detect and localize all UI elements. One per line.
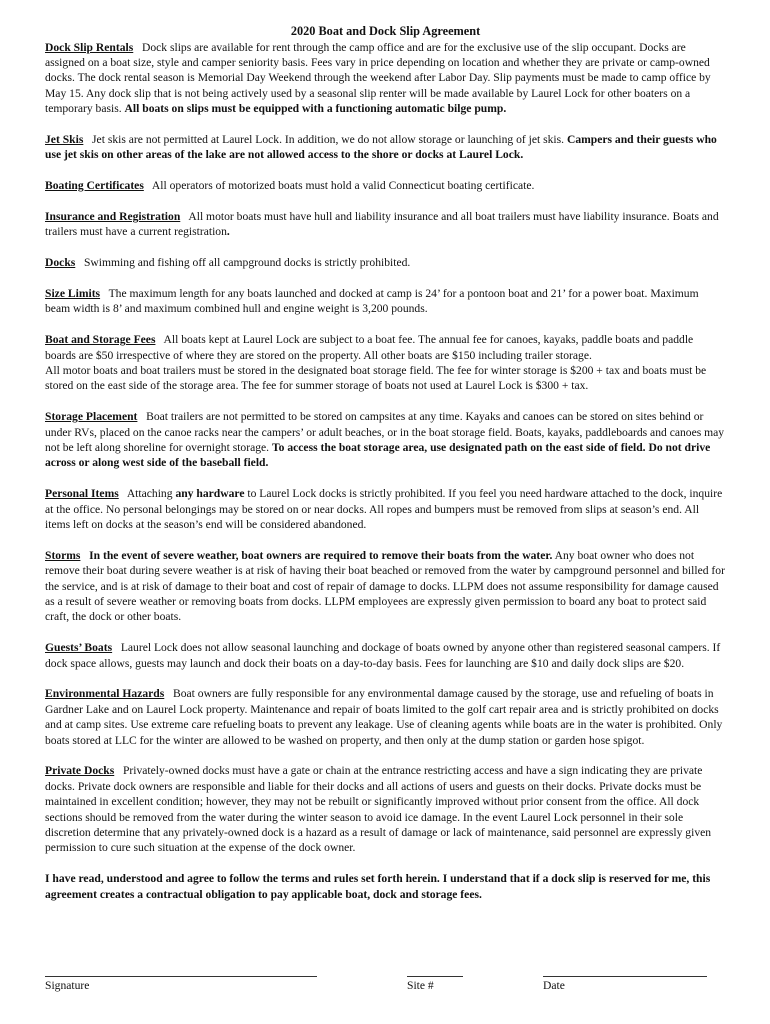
section-text: Jet skis are not permitted at Laurel Lock. In addition, we do not allow storage or launching of jet skis. [92, 132, 567, 146]
section-storage-placement [45, 409, 726, 471]
section-personal-items [45, 486, 726, 532]
signature-row [45, 962, 726, 1002]
section-guests-boats [45, 640, 726, 671]
signature-label: Signature [45, 979, 90, 992]
section-text: The maximum length for any boats launched and docked at camp is 24’ for a pontoon boat and 21’ for a power boat. Maximum beam width is 8’ and maximum combined hull and engine weight is 3,200 pounds. [45, 286, 699, 316]
section-text: All boats kept at Laurel Lock are subject to a boat fee. The annual fee for canoes, kayaks, paddle boats and paddle boards are $50 irrespective of where they are stored on the property. All other boats are $150 including trailer storage. [45, 333, 694, 362]
date-label: Date [543, 979, 565, 992]
section-text: Attaching [126, 487, 176, 501]
section-heading: Guests’ Boats [45, 641, 113, 655]
section-size-limits [45, 286, 726, 317]
section-text-continued: to Laurel Lock docks is strictly prohibited. If you feel you need hardware attached to the dock, inquire at the office. No personal belongings may be stored on or near docks. All ropes and bumpers must be removed from slips at season’s end. All items left on docks at the season’s end will be considered abandoned. [45, 487, 723, 531]
section-text: Boat trailers are not permitted to be stored on campsites at any time. Kayaks and canoes can be stored on sites behind or under RVs, placed on the canoe racks near the campers’ or adult beaches, or in the boat storage field. Boats, kayaks, paddleboards and canoes may not be left along shoreline for overnight storage. [45, 410, 725, 454]
section-heading: Personal Items [45, 487, 119, 501]
section-text: Dock slips are available for rent through the camp office and are for the exclusive use of the slip occupant. Docks are assigned on a boat size, style and camper seniority basis. Fees vary in price depending on location and whether they are private or camp-owned docks. The dock rental season is Memorial Day Weekend through the weekend after Labor Day. Slip payments must be made to camp office by May 15. Any dock slip that is not being actively used by a seasonal slip renter will be made available by Laurel Lock for other boaters on a temporary basis. [45, 40, 711, 116]
section-heading: Insurance and Registration [45, 209, 181, 223]
section-text: Swimming and fishing off all campground docks is strictly prohibited. [83, 256, 411, 270]
section-docks [45, 255, 726, 270]
section-bold-text: In the event of severe weather, boat owners are required to remove their boats from the water. [89, 548, 553, 562]
agreement-statement: I have read, understood and agree to follow the terms and rules set forth herein. I understand that if a dock slip is reserved for me, this agreement creates a contractual obligation to pay applicable boat, dock and storage fees. [45, 872, 711, 901]
section-text: Boat owners are fully responsible for any environmental damage caused by the storage, use and refueling of boats in Gardner Lake and on Laurel Lock property. Maintenance and repair of boats limited to the golf cart repair area and is strictly prohibited on docks and at camp sites. Use extreme care refueling boats to prevent any leakage. Use of cleaning agents while boats are in the water is prohibited. Only boats stored at LLC for the winter are allowed to be washed on property, and then only at the dump station or garden hose spigot. [45, 687, 723, 747]
section-text: All operators of motorized boats must hold a valid Connecticut boating certificate. [151, 179, 535, 193]
section-jet-skis [45, 132, 726, 163]
section-text-secondary: All motor boats and boat trailers must be stored in the designated boat storage field. The fee for winter storage is $200 + tax and boats must be stored on the east side of the storage area. The fee for summer storage of boats not used at Laurel Lock is $300 + tax. [45, 363, 707, 393]
section-dock-slip [45, 40, 726, 117]
section-heading: Storage Placement [45, 410, 138, 424]
site-number-field[interactable] [407, 962, 463, 992]
section-heading: Environmental Hazards [45, 687, 165, 701]
section-heading: Storms [45, 548, 81, 562]
section-bold-text: To access the boat storage area, use designated path on the east side of field. Do not drive across or along west side of the baseball field. [45, 440, 711, 470]
section-text: Laurel Lock does not allow seasonal launching and dockage of boats owned by anyone other than registered seasonal campers. If dock space allows, guests may launch and dock their boats on a day-to-day basis. Fees for launching are $10 and daily dock slips are $20. [45, 641, 721, 670]
section-bold-text: any hardware [175, 487, 245, 501]
section-text: All motor boats must have hull and liability insurance and all boat trailers must have liability insurance. Boats and trailers must have a current registration [45, 209, 719, 239]
section-agreement [45, 871, 726, 902]
section-heading: Jet Skis [45, 132, 84, 146]
section-storms [45, 548, 726, 625]
section-bold-text: All boats on slips must be equipped with a functioning automatic bilge pump. [124, 102, 507, 116]
site-number-label: Site # [407, 979, 434, 992]
section-heading: Private Docks [45, 764, 115, 778]
section-bold-text: Campers and their guests who use jet skis on other areas of the lake are not allowed access to the shore or docks at Laurel Lock. [45, 132, 717, 162]
signature-line[interactable] [45, 962, 317, 977]
section-heading: Dock Slip Rentals [45, 40, 134, 54]
signature-field[interactable] [45, 962, 317, 992]
section-certificates [45, 178, 726, 193]
site-number-line[interactable] [407, 962, 463, 977]
section-text: Privately-owned docks must have a gate or chain at the entrance restricting access and have a sign indicating they are private docks. Private dock owners are responsible and liable for their docks and all actions of users and guests on their docks. Private docks must be maintained in excellent condition; however, they may not be rebuilt or significantly improved without prior consent from the office. All dock sections should be removed from the water during the winter season to avoid ice damage. In the event Laurel Lock personnel in their sole discretion determine that any privately-owned dock is a hazard as a result of damage or lack of maintenance, said personnel are expressly given permission to cure such situation at the expense of the dock owner. [45, 764, 712, 855]
section-insurance [45, 209, 726, 240]
section-private-docks [45, 763, 726, 855]
section-heading: Boat and Storage Fees [45, 333, 156, 347]
date-line[interactable] [543, 962, 707, 977]
date-field[interactable] [543, 962, 707, 992]
section-heading: Size Limits [45, 286, 101, 300]
document-title: 2020 Boat and Dock Slip Agreement [290, 24, 481, 38]
section-bold-text: . [226, 225, 230, 239]
section-text: Any boat owner who does not remove their boat during severe weather is at risk of having their boat beached or removed from the water by campground personnel and billed for the service, and is at risk of damage to their boat and cost of repair of damage to docks. LLPM does not assume responsibility for damage caused as a result of severe weather or removing boats from docks. LLPM employees are expressly given permission to board any boat to protect said craft, the dock or other boats. [45, 548, 725, 624]
section-heading: Docks [45, 256, 76, 270]
section-storage-fees [45, 332, 726, 394]
section-heading: Boating Certificates [45, 179, 144, 193]
section-environmental [45, 686, 726, 748]
